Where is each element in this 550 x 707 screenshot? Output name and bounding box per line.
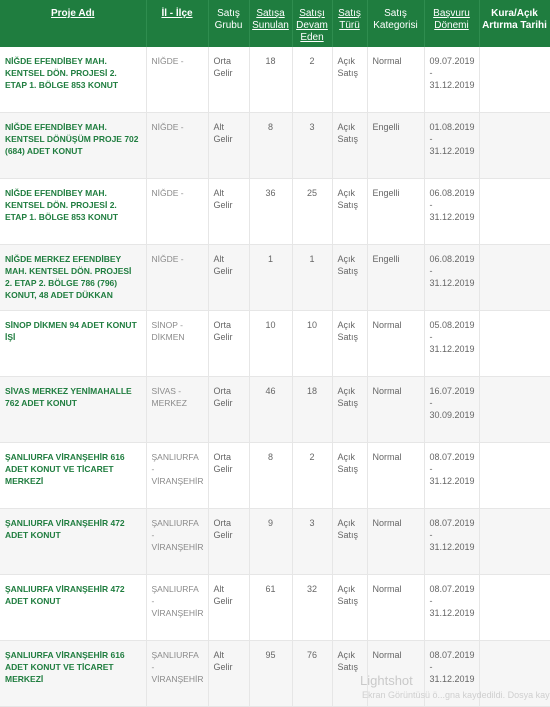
cell-ongoing-count: 76	[292, 641, 332, 707]
cell-draw-date	[479, 245, 550, 311]
header-kura-tarihi	[479, 0, 550, 47]
cell-draw-date	[479, 113, 550, 179]
header-label: Satışa Sunulan	[252, 8, 289, 31]
cell-ongoing-count: 25	[292, 179, 332, 245]
cell-application-period: 08.07.2019 - 31.12.2019	[424, 641, 479, 707]
cell-sales-category: Engelli	[367, 113, 424, 179]
header-basvuru-donemi[interactable]	[424, 0, 479, 47]
cell-location: ŞANLIURFA - VİRANŞEHİR	[146, 641, 208, 707]
cell-sales-category: Engelli	[367, 179, 424, 245]
cell-draw-date	[479, 509, 550, 575]
header-satis-grubu	[208, 0, 249, 47]
cell-draw-date	[479, 311, 550, 377]
cell-offered-count: 8	[249, 113, 292, 179]
cell-sales-category: Engelli	[367, 245, 424, 311]
cell-ongoing-count: 2	[292, 443, 332, 509]
cell-project-name[interactable]: ŞANLIURFA VİRANŞEHİR 472 ADET KONUT	[0, 509, 146, 575]
cell-location: NİĞDE -	[146, 179, 208, 245]
cell-offered-count: 46	[249, 377, 292, 443]
cell-ongoing-count: 18	[292, 377, 332, 443]
cell-sales-type: Açık Satış	[332, 113, 367, 179]
cell-sales-type: Açık Satış	[332, 641, 367, 707]
cell-offered-count: 95	[249, 641, 292, 707]
cell-sales-type: Açık Satış	[332, 377, 367, 443]
cell-offered-count: 61	[249, 575, 292, 641]
table-row	[0, 113, 550, 179]
cell-ongoing-count: 1	[292, 245, 332, 311]
cell-ongoing-count: 2	[292, 47, 332, 113]
table-row	[0, 179, 550, 245]
header-label: Başvuru Dönemi	[433, 8, 470, 31]
cell-offered-count: 8	[249, 443, 292, 509]
cell-location: ŞANLIURFA - VİRANŞEHİR	[146, 509, 208, 575]
cell-offered-count: 1	[249, 245, 292, 311]
header-label: Satışı Devam Eden	[296, 8, 328, 43]
header-label: Proje Adı	[50, 8, 95, 19]
cell-project-name[interactable]: NİĞDE EFENDİBEY MAH. KENTSEL DÖN. PROJESİ 2. ETAP 1. BÖLGE 853 KONUT	[0, 47, 146, 113]
cell-application-period: 08.07.2019 - 31.12.2019	[424, 443, 479, 509]
cell-project-name[interactable]: NİĞDE EFENDİBEY MAH. KENTSEL DÖN. PROJESİ 2. ETAP 1. BÖLGE 853 KONUT	[0, 179, 146, 245]
table-row	[0, 311, 550, 377]
cell-application-period: 01.08.2019 - 31.12.2019	[424, 113, 479, 179]
cell-location: NİĞDE -	[146, 245, 208, 311]
cell-sales-group: Orta Gelir	[208, 47, 249, 113]
cell-sales-category: Normal	[367, 47, 424, 113]
cell-sales-type: Açık Satış	[332, 47, 367, 113]
cell-sales-type: Açık Satış	[332, 443, 367, 509]
cell-project-name[interactable]: NİĞDE MERKEZ EFENDİBEY MAH. KENTSEL DÖN. PROJESİ 2. ETAP 2. BÖLGE 786 (796) KONUT, 48 ADET DÜKKAN	[0, 245, 146, 311]
table-row	[0, 245, 550, 311]
cell-location: ŞANLIURFA - VİRANŞEHİR	[146, 443, 208, 509]
cell-ongoing-count: 10	[292, 311, 332, 377]
cell-sales-group: Orta Gelir	[208, 443, 249, 509]
cell-sales-group: Alt Gelir	[208, 575, 249, 641]
cell-sales-type: Açık Satış	[332, 311, 367, 377]
cell-draw-date	[479, 47, 550, 113]
cell-sales-category: Normal	[367, 509, 424, 575]
cell-draw-date	[479, 575, 550, 641]
cell-application-period: 08.07.2019 - 31.12.2019	[424, 575, 479, 641]
cell-sales-category: Normal	[367, 377, 424, 443]
cell-sales-group: Alt Gelir	[208, 179, 249, 245]
cell-application-period: 09.07.2019 - 31.12.2019	[424, 47, 479, 113]
cell-location: SİVAS - MERKEZ	[146, 377, 208, 443]
cell-project-name[interactable]: NİĞDE EFENDİBEY MAH. KENTSEL DÖNÜŞÜM PROJE 702 (684) ADET KONUT	[0, 113, 146, 179]
header-label: İl - İlçe	[161, 8, 193, 19]
header-satisa-sunulan[interactable]	[249, 0, 292, 47]
header-satisi-devam-eden[interactable]	[292, 0, 332, 47]
cell-sales-category: Normal	[367, 575, 424, 641]
cell-project-name[interactable]: ŞANLIURFA VİRANŞEHİR 616 ADET KONUT VE TİCARET MERKEZİ	[0, 443, 146, 509]
header-label: Satış Grubu	[214, 8, 243, 31]
table-row	[0, 575, 550, 641]
cell-ongoing-count: 32	[292, 575, 332, 641]
cell-project-name[interactable]: ŞANLIURFA VİRANŞEHİR 616 ADET KONUT VE TİCARET MERKEZİ	[0, 641, 146, 707]
cell-location: ŞANLIURFA - VİRANŞEHİR	[146, 575, 208, 641]
cell-ongoing-count: 3	[292, 113, 332, 179]
cell-draw-date	[479, 443, 550, 509]
cell-application-period: 16.07.2019 - 30.09.2019	[424, 377, 479, 443]
cell-project-name[interactable]: SİNOP DİKMEN 94 ADET KONUT İŞİ	[0, 311, 146, 377]
header-proje-adi[interactable]	[0, 0, 146, 47]
cell-draw-date	[479, 377, 550, 443]
table-row	[0, 509, 550, 575]
table-row	[0, 47, 550, 113]
cell-project-name[interactable]: ŞANLIURFA VİRANŞEHİR 472 ADET KONUT	[0, 575, 146, 641]
cell-sales-group: Orta Gelir	[208, 377, 249, 443]
cell-sales-category: Normal	[367, 311, 424, 377]
table-header-row	[0, 0, 550, 47]
table-row	[0, 377, 550, 443]
header-satis-turu[interactable]	[332, 0, 367, 47]
header-satis-kategorisi	[367, 0, 424, 47]
cell-location: SİNOP - DİKMEN	[146, 311, 208, 377]
lightshot-watermark-text: Ekran Görüntüsü ö...gna kaydedildi. Dosya kay	[362, 690, 550, 700]
cell-sales-type: Açık Satış	[332, 575, 367, 641]
cell-offered-count: 9	[249, 509, 292, 575]
cell-sales-group: Alt Gelir	[208, 113, 249, 179]
cell-application-period: 06.08.2019 - 31.12.2019	[424, 245, 479, 311]
cell-offered-count: 10	[249, 311, 292, 377]
header-label: Satış Kategorisi	[373, 8, 418, 31]
cell-location: NİĞDE -	[146, 113, 208, 179]
cell-sales-type: Açık Satış	[332, 179, 367, 245]
cell-sales-type: Açık Satış	[332, 509, 367, 575]
header-label: Satış Türü	[338, 8, 361, 31]
table-body	[0, 47, 550, 707]
cell-sales-group: Alt Gelir	[208, 641, 249, 707]
cell-application-period: 06.08.2019 - 31.12.2019	[424, 179, 479, 245]
cell-sales-type: Açık Satış	[332, 245, 367, 311]
table-row	[0, 443, 550, 509]
cell-location: NİĞDE -	[146, 47, 208, 113]
cell-application-period: 05.08.2019 - 31.12.2019	[424, 311, 479, 377]
cell-sales-group: Orta Gelir	[208, 311, 249, 377]
cell-ongoing-count: 3	[292, 509, 332, 575]
cell-project-name[interactable]: SİVAS MERKEZ YENİMAHALLE 762 ADET KONUT	[0, 377, 146, 443]
cell-sales-group: Alt Gelir	[208, 245, 249, 311]
header-label: Kura/Açık Artırma Tarihi	[482, 8, 547, 31]
header-il-ilce[interactable]	[146, 0, 208, 47]
cell-sales-category: Normal	[367, 443, 424, 509]
cell-draw-date	[479, 179, 550, 245]
cell-offered-count: 18	[249, 47, 292, 113]
cell-offered-count: 36	[249, 179, 292, 245]
cell-sales-group: Orta Gelir	[208, 509, 249, 575]
cell-sales-category: Normal	[367, 641, 424, 707]
lightshot-watermark-title: Lightshot	[360, 673, 413, 688]
cell-application-period: 08.07.2019 - 31.12.2019	[424, 509, 479, 575]
